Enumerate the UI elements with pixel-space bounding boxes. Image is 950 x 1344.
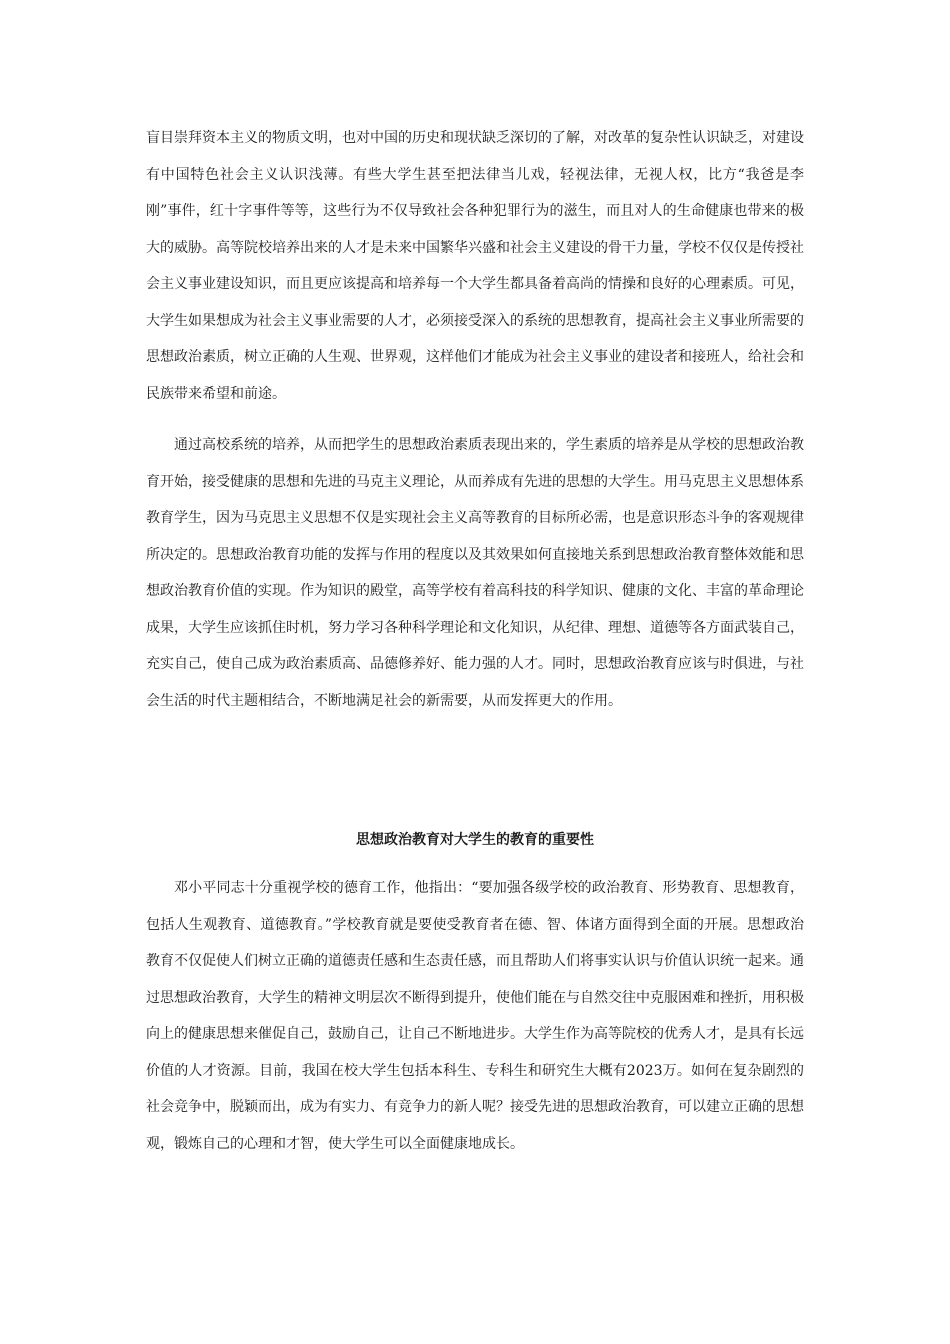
body-paragraph-3: 邓小平同志十分重视学校的德育工作，他指出：“要加强各级学校的政治教育、形势教育、思想教育，包括人生观教育、道德教育。”学校教育就是要使受教育者在德、智、体诸方面得到全面的开展。思想政治教育不仅促使人们树立正确的道德责任感和生态责任感，而且帮助人们将事实认识与价值认识统一起来。通过思想政治教育，大学生的精神文明层次不断得到提升，使他们能在与自然交往中克服困难和挫折，用积极向上的健康思想来催促自己，鼓励自己，让自己不断地进步。大学生作为高等院校的优秀人才，是具有长远价值的人才资源。目前，我国在校大学生包括本科生、专科生和研究生大概有2023万。如何在复杂剧烈的社会竞争中，脱颖而出，成为有实力、有竞争力的新人呢？接受先进的思想政治教育，可以建立正确的思想观，锻炼自己的心理和才智，使大学生可以全面健康地成长。 [146,880,804,1152]
section-heading: 思想政治教育对大学生的教育的重要性 [356,832,594,848]
body-paragraph-2: 通过高校系统的培养，从而把学生的思想政治素质表现出来的，学生素质的培养是从学校的思想政治教育开始，接受健康的思想和先进的马克主义理论，从而养成有先进的思想的大学生。用马克思主义思想体系教育学生，因为马克思主义思想不仅是实现社会主义高等教育的目标所必需，也是意识形态斗争的客观规律所决定的。思想政治教育功能的发挥与作用的程度以及其效果如何直接地关系到思想政治教育整体效能和思想政治教育价值的实现。作为知识的殿堂，高等学校有着高科技的科学知识、健康的文化、丰富的革命理论成果，大学生应该抓住时机，努力学习各种科学理论和文化知识，从纪律、理想、道德等各方面武装自己，充实自己，使自己成为政治素质高、品德修养好、能力强的人才。同时，思想政治教育应该与时俱进，与社会生活的时代主题相结合，不断地满足社会的新需要，从而发挥更大的作用。 [146,437,804,709]
body-paragraph-1: 盲目崇拜资本主义的物质文明，也对中国的历史和现状缺乏深切的了解，对改革的复杂性认识缺乏，对建设有中国特色社会主义认识浅薄。有些大学生甚至把法律当儿戏，轻视法律，无视人权，比方“我爸是李刚”事件，红十字事件等等，这些行为不仅导致社会各种犯罪行为的滋生，而且对人的生命健康也带来的极大的威胁。高等院校培养出来的人才是未来中国繁华兴盛和社会主义建设的骨干力量，学校不仅仅是传授社会主义事业建设知识，而且更应该提高和培养每一个大学生都具备着高尚的情操和良好的心理素质。可见，大学生如果想成为社会主义事业需要的人才，必须接受深入的系统的思想教育，提高社会主义事业所需要的思想政治素质，树立正确的人生观、世界观，这样他们才能成为社会主义事业的建设者和接班人，给社会和民族带来希望和前途。 [146,130,804,402]
